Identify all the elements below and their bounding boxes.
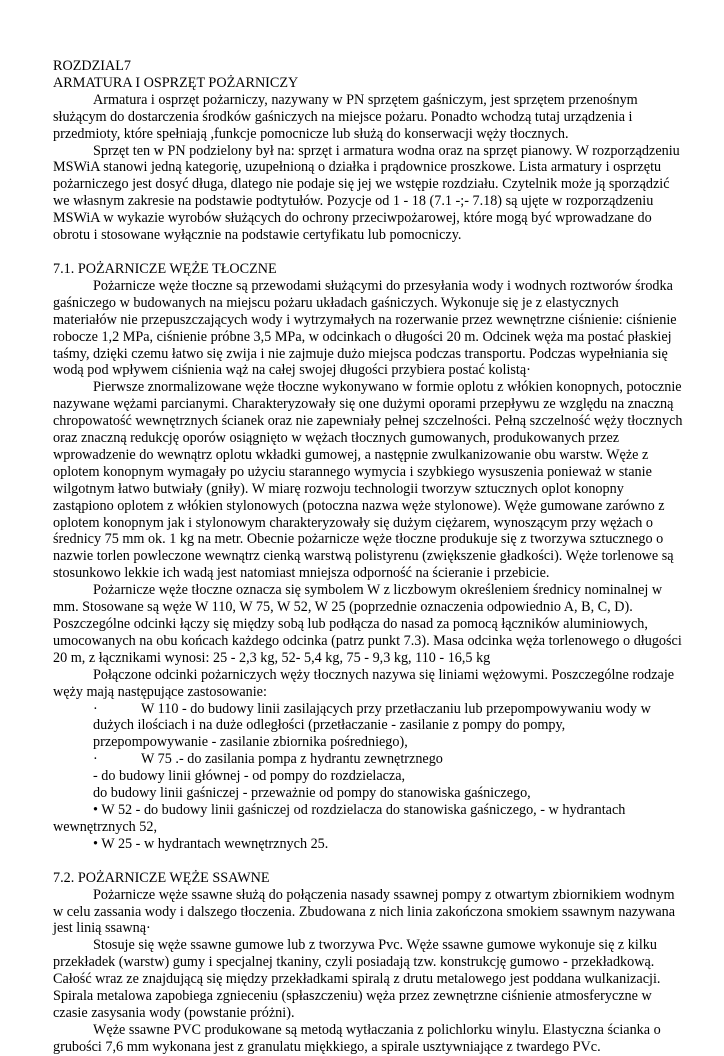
chapter-label: ROZDZIAL7 xyxy=(53,58,132,74)
section-7-1-paragraph-2: Pierwsze znormalizowane węże tłoczne wykonywano w formie oplotu z włókien konopnych, potocznie nazywane wężami parcianymi. Charakteryzowały się one dużymi oporami przepływu ze względu na znaczną chropowatość wewnętrznych ścianek oraz nie zapewniały pełnej szczelności. Pełną szczelność węży tłocznych oraz znaczną redukcję oporów osiągnięto w wężach tłocznych gumowanych, produkowanych przez wprowadzenie do wewnątrz oplotu wkładki gumowej, a następnie zwulkanizowanie obu warstw. Węże z oplotem konopnym wymagały po użyciu starannego wymycia i szybkiego wysuszenia ponieważ w stanie wilgotnym łatwo butwiały (gniły). W miarę rozwoju technologii tworzyw sztucznych oplot konopny zastąpiono oplotem z włókien stylonowych (potoczna nazwa węże stylonowe). Węże gumowane zarówno z oplotem konopnym jak i stylonowym charakteryzowały się dużym ciężarem, wynoszącym przy wężach o średnicy 75 mm ok. 1 kg na metr. Obecnie pożarnicze węże tłoczne produkuje się z tworzywa sztucznego o nazwie torlen powleczone wewnątrz cienką warstwą polistyrenu (zwiększenie gładkości). Węże torlenowe są stosunkowo lekkie ich wadą jest natomiast mniejsza odporność na ścieranie i przebicie. xyxy=(53,379,683,582)
list-item-w75-text: W 75 .- do zasilania pompa z hydrantu zewnętrznego xyxy=(141,751,443,768)
document-page xyxy=(53,58,683,1056)
list-item-w52: • W 52 - do budowy linii gaśniczej od rozdzielacza do stanowiska gaśniczego, - w hydrantach wewnętrznych 52, xyxy=(53,801,626,835)
section-7-1-paragraph-1: Pożarnicze węże tłoczne są przewodami służącymi do przesyłania wody i wodnych roztworów środka gaśniczego w budowanych na miejscu pożaru układach gaśniczych. Wykonuje się je z elastycznych materiałów nie przepuszczających wody i wytrzymałych na rozerwanie przez wewnętrzne ciśnienie: ciśnienie robocze 1,2 MPa, ciśnienie próbne 3,5 MPa, w odcinkach o długości 20 m. Odcinek węża ma postać płaskiej taśmy, dzięki czemu łatwo się zwija i nie zajmuje dużo miejsca podczas transportu. Podczas wypełniania się wodą pod wpływem ciśnienia wąż na całej swojej długości przybiera postać kolistą· xyxy=(53,277,677,379)
list-item-w25: • W 25 - w hydrantach wewnętrznych 25. xyxy=(93,835,329,852)
section-7-2-paragraph-1: Pożarnicze węże ssawne służą do połączenia nasady ssawnej pompy z otwartym zbiornikiem wodnym w celu zassania wody i dalszego tłoczenia. Zbudowana z nich linia zakończona smokiem ssawnym nazywana jest linią ssawną· xyxy=(53,886,676,937)
intro-paragraph-1: Armatura i osprzęt pożarniczy, nazywany w PN sprzętem gaśniczym, jest sprzętem przenośnym służącym do dostarczenia środków gaśniczych na miejsce pożaru. Ponadto wchodzą tutaj urządzenia i przedmioty, które spełniają ,funkcje pomocnicze lub służą do konserwacji węży tłocznych. xyxy=(53,91,638,142)
section-7-2-heading: 7.2. POŻARNICZE WĘŻE SSAWNE xyxy=(53,869,270,886)
section-7-2-paragraph-3: Węże ssawne PVC produkowane są metodą wytłaczania z polichlorku winylu. Elastyczna ścianka o grubości 7,6 mm wykonana jest z granulatu miękkiego, a spirale usztywniające z twardego PVc. xyxy=(53,1021,661,1055)
section-7-1-paragraph-3: Pożarnicze węże tłoczne oznacza się symbolem W z liczbowym określeniem średnicy nominalnej w mm. Stosowane są węże W 110, W 75, W 52, W 25 (poprzednie oznaczenia odpowiednio A, B, C, D). Poszczególne odcinki łączy się między sobą lub podłącza do nasad za pomocą łączników aluminiowych, umocowanych na obu końcach każdego odcinka (patrz punkt 7.3). Masa odcinka węża torlenowego o długości 20 m, z łącznikami wynosi: 25 - 2,3 kg, 52- 5,4 kg, 75 - 9,3 kg, 110 - 16,5 kg xyxy=(53,582,682,666)
intro-paragraph-2: Sprzęt ten w PN podzielony był na: sprzęt i armatura wodna oraz na sprzęt pianowy. W rozporządzeniu MSWiA stanowi jedną kategorię, uzupełnioną o działka i prądownice proszkowe. Lista armatury i osprzętu pożarniczego jest dosyć długa, dlatego nie podaje się jej we wstępie rozdziału. Czytelnik może ją sporządzić we własnym zakresie na podstawie podtytułów. Pozycje od 1 - 18 (7.1 -;- 7.18) są ujęte w rozporządzeniu MSWiA w wykazie wyrobów służących do ochrony przeciwpożarowej, które mogą być wprowadzane do obrotu i stosowane wyłącznie na podstawie certyfikatu lub pomocniczy. xyxy=(53,142,680,244)
section-spacer xyxy=(53,853,683,870)
list-item-w75 xyxy=(53,751,683,768)
section-7-2-paragraph-2: Stosuje się węże ssawne gumowe lub z tworzywa Pvc. Węże ssawne gumowe wykonuje się z kilku przekładek (warstw) gumy i specjalnej tkaniny, czyli posiadają tzw. konstrukcję gumowo - przekładkową. Całość wraz ze znajdującą się między przekładkami spiralą z drutu metalowego jest poddana wulkanizacji. Spirala metalowa zapobiega zgnieceniu (spłaszczeniu) węża przez zewnętrzne ciśnienie atmosferyczne w czasie zasysania wody (powstanie próżni). xyxy=(53,937,661,1021)
chapter-title: ARMATURA I OSPRZĘT POŻARNICZY xyxy=(53,74,299,91)
list-item-w75-line-2: - do budowy linii głównej - od pompy do rozdzielacza, xyxy=(93,768,406,785)
list-item-w110 xyxy=(53,701,683,752)
list-item-w110-text: W 110 - do budowy linii zasilających przy przetłaczaniu lub przepompowywaniu wody w dużych ilościach i na duże odległości (przetłaczanie - zasilanie z pompy do pompy, przepompowywanie - zasilanie zbiornika pośredniego), xyxy=(93,700,651,751)
list-item-w75-line-3: do budowy linii gaśniczej - przeważnie od pompy do stanowiska gaśniczego, xyxy=(93,785,531,802)
section-7-1-heading: 7.1. POŻARNICZE WĘŻE TŁOCZNE xyxy=(53,260,277,277)
section-spacer xyxy=(53,244,683,261)
bullet-dot-icon: · xyxy=(93,751,98,768)
bullet-dot-icon: · xyxy=(93,700,98,717)
section-7-1-paragraph-4: Połączone odcinki pożarniczych węży tłocznych nazywa się liniami wężowymi. Poszczególne rodzaje węży mają następujące zastosowanie: xyxy=(53,666,675,700)
